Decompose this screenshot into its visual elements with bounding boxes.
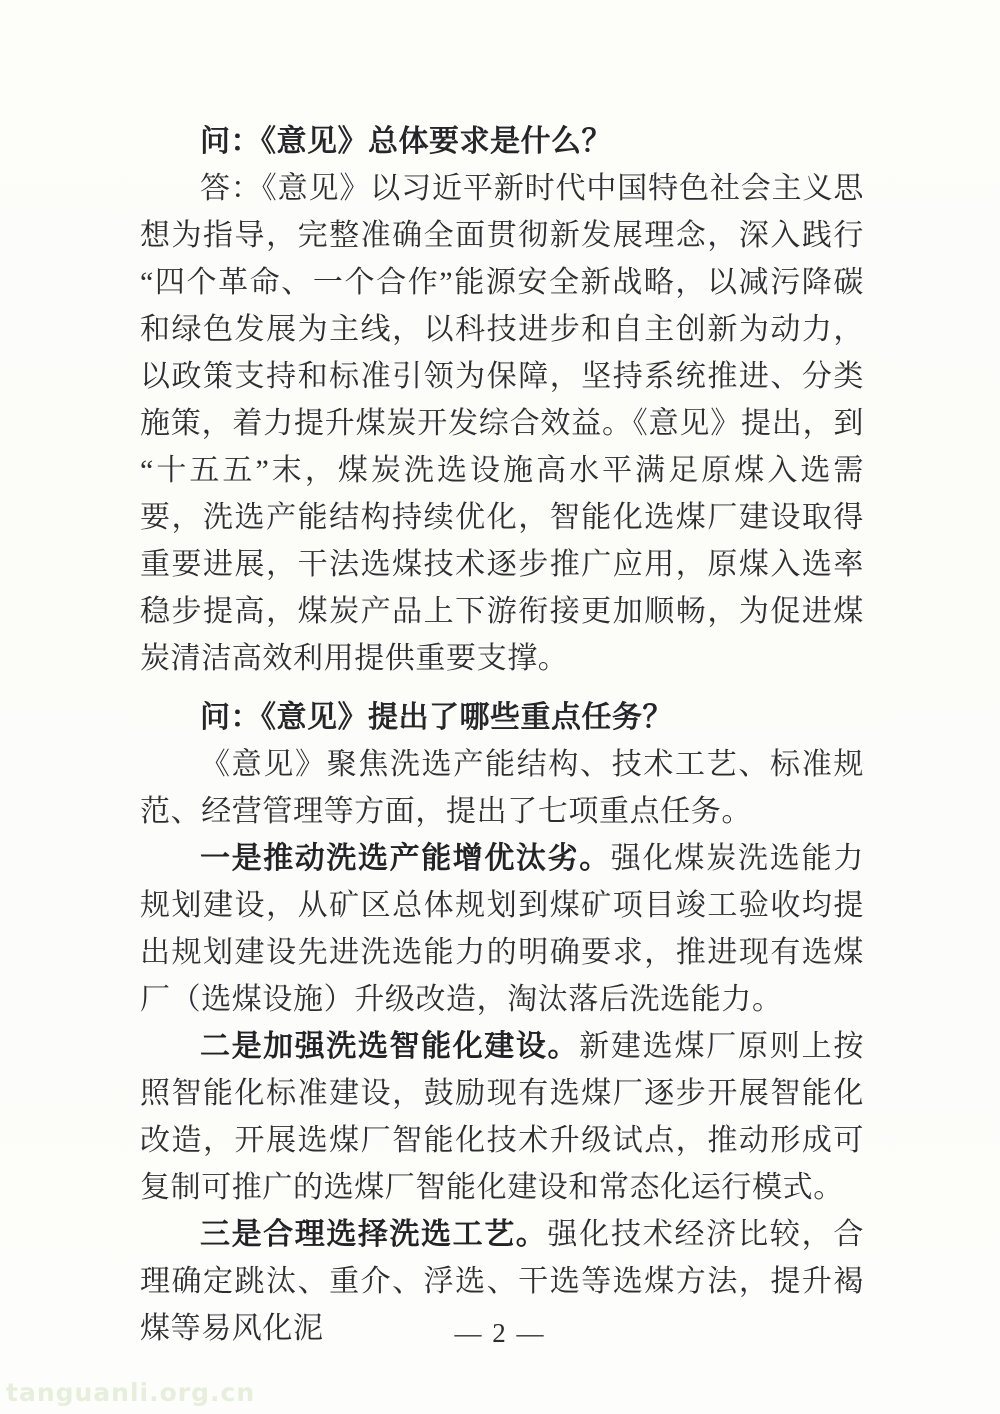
task-2-lead: 二是加强洗选智能化建设。 — [200, 1030, 580, 1063]
page-number: — 2 — — [454, 1318, 546, 1348]
task-3-lead: 三是合理选择洗选工艺。 — [200, 1218, 548, 1251]
task-2-text: 新建选煤厂原则上按照智能化标准建设，鼓励现有选煤厂逐步开展智能化改造，开展选煤厂智能化技术升级试点，推动形成可复制可推广的选煤厂智能化建设和常态化运行模式。 — [140, 1030, 864, 1204]
document-body — [140, 118, 864, 1352]
task-1-lead: 一是推动洗选产能增优汰劣。 — [200, 842, 611, 875]
question-heading-1: 问：《意见》总体要求是什么？ — [200, 125, 612, 158]
site-watermark: tanguanli.org.cn — [6, 1378, 256, 1407]
question-heading-2: 问：《意见》提出了哪些重点任务？ — [200, 701, 673, 734]
task-1-text: 强化煤炭洗选能力规划建设，从矿区总体规划到煤矿项目竣工验收均提出规划建设先进洗选能力的明确要求，推进现有选煤厂（选煤设施）升级改造，淘汰落后洗选能力。 — [140, 842, 864, 1016]
task-3-text: 强化技术经济比较，合理确定跳汰、重介、浮选、干选等选煤方法，提升褐煤等易风化泥 — [140, 1218, 865, 1345]
paragraph-answer-1: 答：《意见》以习近平新时代中国特色社会主义思想为指导，完整准确全面贯彻新发展理念，深入践行“四个革命、一个合作”能源安全新战略，以减污降碳和绿色发展为主线，以科技进步和自主创新为动力，以政策支持和标准引领为保障，坚持系统推进、分类施策，着力提升煤炭开发综合效益。《意见》提出，到“十五五”末，煤炭洗选设施高水平满足原煤入选需要，洗选产能结构持续优化，智能化选煤厂建设取得重要进展，干法选煤技术逐步推广应用，原煤入选率稳步提高，煤炭产品上下游衔接更加顺畅，为促进煤炭清洁高效利用提供重要支撑。 — [140, 172, 864, 675]
paragraph-task-1 — [140, 835, 864, 1023]
paragraph-intro-tasks: 《意见》聚焦洗选产能结构、技术工艺、标准规范、经营管理等方面，提出了七项重点任务。 — [140, 748, 864, 828]
paragraph-task-2 — [140, 1023, 864, 1211]
